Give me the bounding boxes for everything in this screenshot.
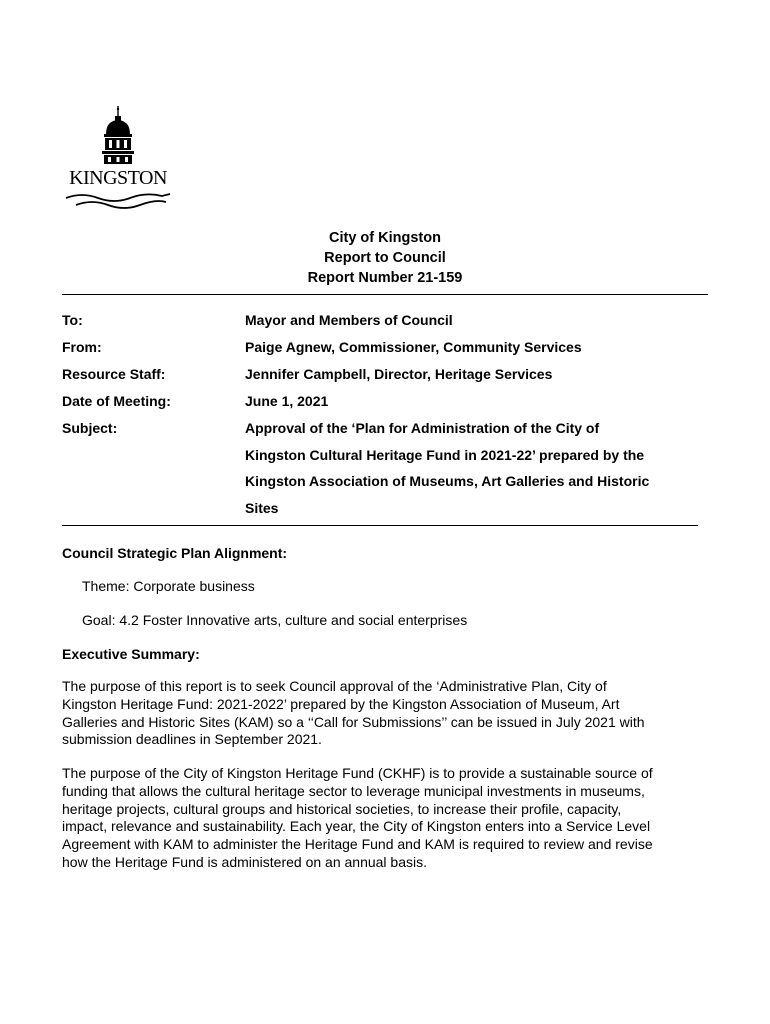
subject-label: Subject: <box>62 420 118 436</box>
subject-line: Kingston Association of Museums, Art Galleries and Historic <box>245 473 650 489</box>
executive-summary-paragraph-1 <box>62 678 712 749</box>
report-city: City of Kingston <box>329 230 441 246</box>
kingston-logo <box>62 104 174 216</box>
strategic-plan-theme: Theme: Corporate business <box>82 578 255 594</box>
subject-line: Approval of the ‘Plan for Administration of the City of <box>245 420 600 436</box>
paragraph-line: The purpose of the City of Kingston Heritage Fund (CKHF) is to provide a sustainable source of <box>62 765 653 781</box>
kingston-city-hall-dome-icon <box>62 104 174 216</box>
strategic-plan-goal: Goal: 4.2 Foster Innovative arts, culture and social enterprises <box>82 612 468 628</box>
resource-staff-value: Jennifer Campbell, Director, Heritage Services <box>245 366 553 382</box>
subject-line: Kingston Cultural Heritage Fund in 2021-22’ prepared by the <box>245 446 645 463</box>
date-of-meeting-label: Date of Meeting: <box>62 393 171 409</box>
paragraph-line: impact, relevance and sustainability. Each year, the City of Kingston enters into a Service Level <box>62 818 651 835</box>
top-divider <box>62 294 708 295</box>
subject-line: Sites <box>245 499 279 516</box>
paragraph-line: The purpose of this report is to seek Council approval of the ‘Administrative Plan, City of <box>62 678 607 694</box>
kingston-wordmark: KINGSTON <box>69 167 167 189</box>
paragraph-line: Agreement with KAM to administer the Heritage Fund and KAM is required to review and revise <box>62 836 653 853</box>
resource-staff-label: Resource Staff: <box>62 366 166 382</box>
paragraph-line: Galleries and Historic Sites (KAM) so a ‘‘Call for Submissions’’ can be issued in July 2021 with <box>62 713 645 730</box>
from-value: Paige Agnew, Commissioner, Community Services <box>245 339 582 355</box>
subject-value <box>245 415 705 521</box>
executive-summary-paragraph-2 <box>62 765 712 872</box>
paragraph-line: how the Heritage Fund is administered on an annual basis. <box>62 853 427 870</box>
paragraph-line: heritage projects, cultural groups and historical societies, to increase their profile, capacity, <box>62 800 622 817</box>
bottom-divider <box>62 525 698 526</box>
from-label: From: <box>62 339 102 355</box>
paragraph-line: Kingston Heritage Fund: 2021-2022’ prepared by the Kingston Association of Museum, Art <box>62 695 620 712</box>
date-of-meeting-value: June 1, 2021 <box>245 393 329 409</box>
executive-summary-heading: Executive Summary: <box>62 646 200 662</box>
paragraph-line: funding that allows the cultural heritage sector to leverage municipal investments in museums, <box>62 782 645 799</box>
report-type: Report to Council <box>324 250 446 266</box>
strategic-plan-heading: Council Strategic Plan Alignment: <box>62 545 288 561</box>
report-title-block <box>0 228 770 288</box>
to-value: Mayor and Members of Council <box>245 312 453 328</box>
report-number: Report Number 21-159 <box>307 270 463 286</box>
to-label: To: <box>62 312 83 328</box>
paragraph-line: submission deadlines in September 2021. <box>62 731 322 748</box>
